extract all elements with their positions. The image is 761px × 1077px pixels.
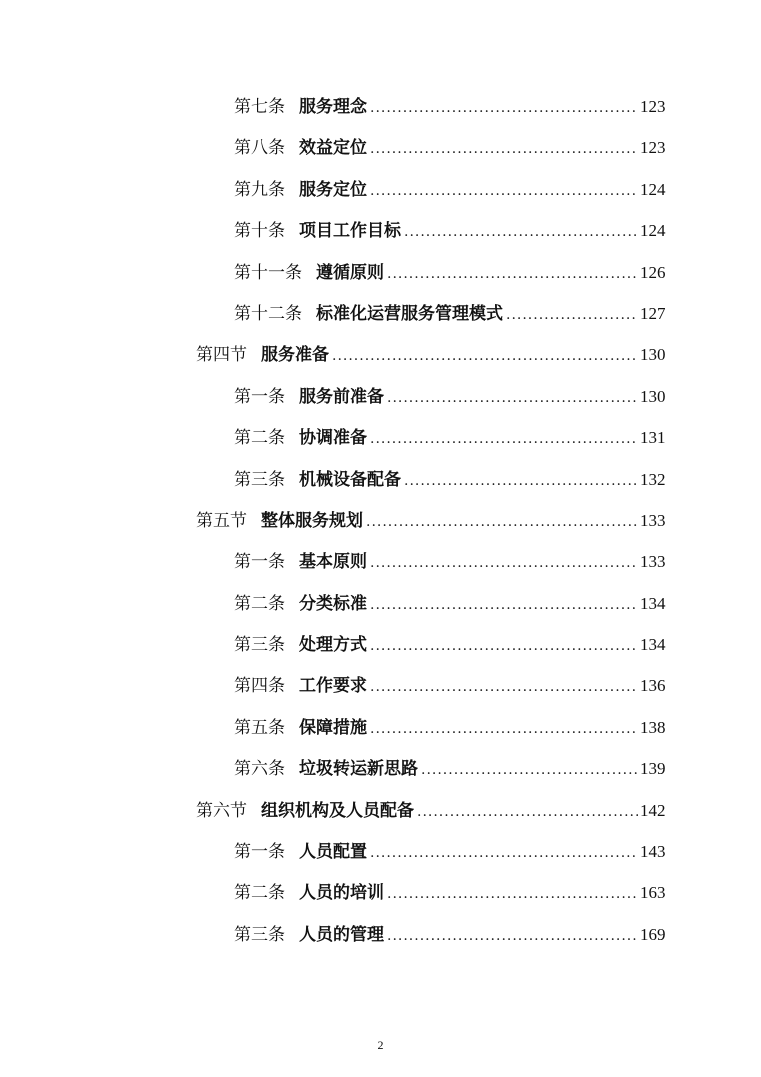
toc-entry-number: 第三条: [234, 469, 285, 490]
toc-entry-title: 人员的管理: [299, 924, 384, 945]
toc-entry-title: 协调准备: [299, 428, 367, 449]
toc-section-number: 第四节: [196, 345, 247, 366]
toc-entry[interactable]: [0, 127, 761, 168]
toc-entry[interactable]: [0, 831, 761, 872]
toc-entry[interactable]: [0, 583, 761, 624]
toc-entry-page: 131: [640, 428, 666, 448]
toc-entry[interactable]: [0, 376, 761, 417]
toc-entry-number: 第六条: [234, 759, 285, 780]
toc-entry-page: 124: [640, 179, 666, 199]
toc-entry[interactable]: [0, 86, 761, 127]
dot-leader: [370, 626, 638, 667]
toc-entry-page: 130: [640, 386, 666, 406]
toc-entry-title: 标准化运营服务管理模式: [316, 303, 503, 324]
toc-section-number: 第六节: [196, 800, 247, 821]
toc-entry[interactable]: [0, 417, 761, 458]
dot-leader: [404, 461, 638, 502]
dot-leader: [387, 874, 638, 915]
toc-entry-title: 人员配置: [299, 842, 367, 863]
toc-entry-page: 132: [640, 469, 666, 489]
toc-entry[interactable]: [0, 541, 761, 582]
toc-entry-page: 139: [640, 759, 666, 779]
dot-leader: [417, 792, 638, 833]
toc-entry-title: 机械设备配备: [299, 469, 401, 490]
toc-entry[interactable]: [0, 624, 761, 665]
toc-entry-title: 基本原则: [299, 552, 367, 573]
toc-entry-number: 第十条: [234, 221, 285, 242]
toc-entry[interactable]: [0, 872, 761, 913]
table-of-contents: [0, 86, 761, 955]
toc-section-page: 142: [640, 800, 666, 820]
toc-entry-number: 第一条: [234, 842, 285, 863]
dot-leader: [506, 295, 638, 336]
toc-section[interactable]: [0, 500, 761, 541]
toc-entry-title: 项目工作目标: [299, 221, 401, 242]
toc-entry-page: 134: [640, 635, 666, 655]
toc-entry-page: 169: [640, 924, 666, 944]
dot-leader: [370, 709, 638, 750]
toc-entry[interactable]: [0, 210, 761, 251]
dot-leader: [370, 171, 638, 212]
toc-entry-number: 第二条: [234, 593, 285, 614]
toc-entry[interactable]: [0, 748, 761, 789]
dot-leader: [370, 833, 638, 874]
toc-entry-title: 遵循原则: [316, 262, 384, 283]
toc-entry[interactable]: [0, 169, 761, 210]
toc-entry-title: 垃圾转运新思路: [299, 759, 418, 780]
toc-entry-number: 第八条: [234, 138, 285, 159]
toc-entry[interactable]: [0, 707, 761, 748]
dot-leader: [387, 378, 638, 419]
toc-entry-title: 分类标准: [299, 593, 367, 614]
dot-leader: [366, 502, 638, 543]
dot-leader: [370, 419, 638, 460]
toc-entry-page: 124: [640, 221, 666, 241]
toc-entry-number: 第十一条: [234, 262, 302, 283]
toc-entry[interactable]: [0, 459, 761, 500]
toc-entry-number: 第四条: [234, 676, 285, 697]
toc-entry-number: 第十二条: [234, 303, 302, 324]
dot-leader: [370, 88, 638, 129]
toc-entry-title: 效益定位: [299, 138, 367, 159]
toc-entry-title: 服务定位: [299, 179, 367, 200]
dot-leader: [387, 916, 638, 957]
toc-entry-title: 服务前准备: [299, 386, 384, 407]
toc-entry[interactable]: [0, 665, 761, 706]
toc-entry-number: 第一条: [234, 386, 285, 407]
toc-entry-title: 人员的培训: [299, 883, 384, 904]
toc-entry-title: 处理方式: [299, 635, 367, 656]
toc-entry-page: 123: [640, 138, 666, 158]
toc-entry-title: 保障措施: [299, 717, 367, 738]
toc-entry-page: 123: [640, 97, 666, 116]
toc-entry-number: 第七条: [234, 97, 285, 117]
toc-entry-page: 138: [640, 717, 666, 737]
toc-entry-page: 134: [640, 593, 666, 613]
toc-section-title: 组织机构及人员配备: [261, 800, 414, 821]
toc-section-page: 130: [640, 345, 666, 365]
toc-entry-page: 127: [640, 303, 666, 323]
toc-entry[interactable]: [0, 252, 761, 293]
toc-entry-title: 工作要求: [299, 676, 367, 697]
toc-entry-number: 第二条: [234, 428, 285, 449]
toc-section-number: 第五节: [196, 510, 247, 531]
dot-leader: [421, 750, 638, 791]
toc-section-page: 133: [640, 510, 666, 530]
dot-leader: [370, 543, 638, 584]
dot-leader: [370, 667, 638, 708]
toc-section-title: 整体服务规划: [261, 510, 363, 531]
toc-section-title: 服务准备: [261, 345, 329, 366]
toc-entry-page: 163: [640, 883, 666, 903]
toc-entry[interactable]: [0, 914, 761, 955]
toc-section[interactable]: [0, 334, 761, 375]
toc-entry-number: 第二条: [234, 883, 285, 904]
dot-leader: [404, 212, 638, 253]
toc-entry-number: 第五条: [234, 717, 285, 738]
toc-entry-number: 第九条: [234, 179, 285, 200]
toc-entry-number: 第一条: [234, 552, 285, 573]
dot-leader: [370, 585, 638, 626]
dot-leader: [387, 254, 638, 295]
toc-section[interactable]: [0, 790, 761, 831]
toc-entry[interactable]: [0, 293, 761, 334]
toc-entry-title: 服务理念: [299, 97, 367, 117]
toc-entry-page: 136: [640, 676, 666, 696]
page-number: 2: [377, 1038, 384, 1052]
toc-entry-number: 第三条: [234, 635, 285, 656]
toc-entry-page: 143: [640, 842, 666, 862]
toc-entry-number: 第三条: [234, 924, 285, 945]
toc-entry-page: 133: [640, 552, 666, 572]
dot-leader: [370, 129, 638, 170]
dot-leader: [332, 336, 638, 377]
toc-entry-page: 126: [640, 262, 666, 282]
